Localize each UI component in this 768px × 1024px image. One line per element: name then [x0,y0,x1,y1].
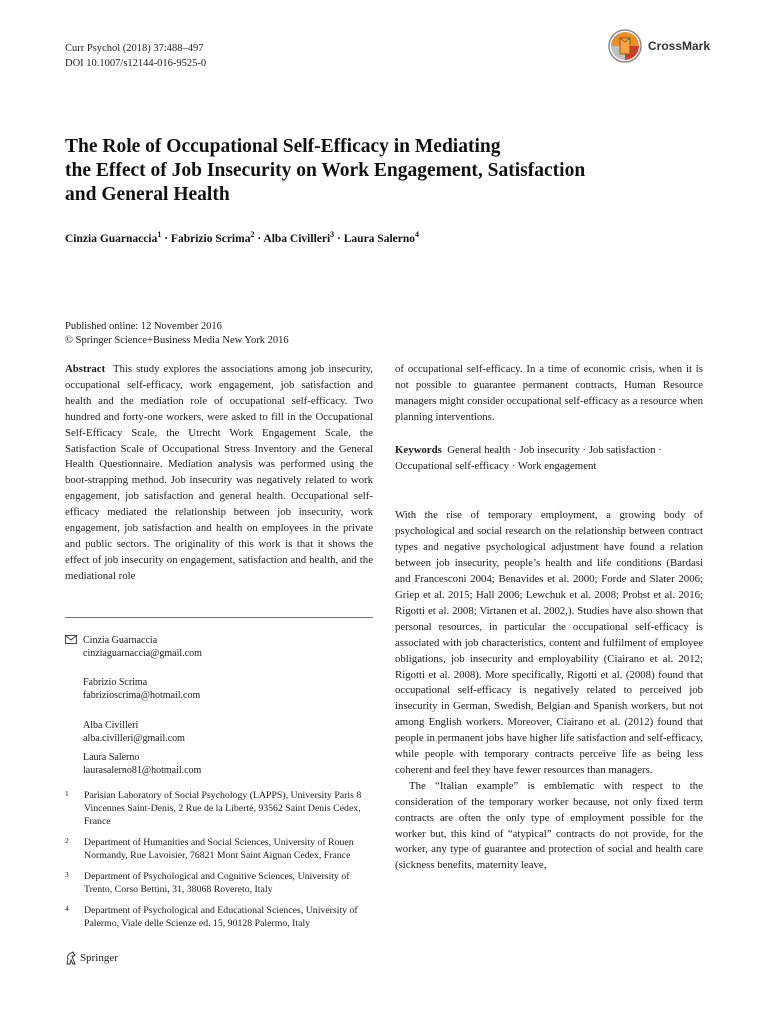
contact-entry [83,676,200,702]
author-separator: · [334,232,344,245]
contact-name: Cinzia Guarnaccia [83,635,158,646]
contact-entry [83,751,201,777]
affiliation-text: Department of Humanities and Social Sciences, University of Rouen Normandy, Rue Lavoisier, 76821 Mont Saint Aignan Cedex, France [84,837,354,861]
keywords-heading: Keywords [395,443,442,456]
publication-info [65,320,289,348]
affiliation-text: Department of Psychological and Cognitive Sciences, University of Trento, Corso Bettini, 31, 38068 Rovereto, Italy [84,871,350,895]
body-paragraph-1: With the rise of temporary employment, a growing body of psychological and social research on the relationship between contract types and negative psychological adjustment have found a relation between job insecurity, people’s health and life conditions (Bardasi and Francesconi 2004; Benavides et al. 2000; Forde and Slater 2006; Griep et al. 2015; Hall 2006; Lewchuk et al. 2008; Probst et al. 2016; Rigotti et al. 2008; Virtanen et al. 2002,). Studies have also shown that personal resources, in particular the occupational self-efficacy is associated with job characteristics, content and fulfilment of employee obligations, job insecurity and employability (Ciairano et al. 2012; Rigotti et al. 2008). More specifically, Rigotti et al. (2008) found that occupational self-efficacy is negatively related to perceived job insecurity in German, Swedish, Belgian and Spanish workers, but not among English workers. Moreover, Ciairano et al. (2012) found that people in permanent jobs have higher life satisfaction and self-efficacy, while people with temporary contracts perceive life as being less coherent and feel they have fewer resources than managers. [395,509,703,776]
contact-entry [83,719,185,745]
author-name[interactable]: Alba Civilleri [263,232,331,245]
affiliation-number: 2 [65,836,69,845]
affiliations [65,789,375,938]
affiliation-text: Department of Psychological and Educational Sciences, University of Palermo, Viale delle Scienze ed. 15, 90128 Palermo, Italy [84,905,358,929]
abstract-heading: Abstract [65,363,106,375]
affiliation-number: 4 [65,904,69,913]
doi-line[interactable]: DOI 10.1007/s12144-016-9525-0 [65,58,207,69]
publisher-logo [65,951,118,965]
footnote-divider [65,617,373,618]
abstract-continuation: of occupational self-efficacy. In a time of economic crisis, when it is not possible to guarantee permanent contracts, Human Resource managers might consider occupational self-efficacy as a resource when planning interventions. [395,363,703,423]
author-list [65,230,419,245]
affiliation-number: 1 [65,789,69,798]
affiliation-text: Parisian Laboratory of Social Psychology (LAPPS), University Paris 8 Vincennes Saint-Denis, 2 Rue de la Liberté, 93562 Saint Denis Cedex, France [84,790,362,827]
contact-email[interactable]: laurasalerno81@hotmail.com [83,765,202,776]
keywords-paragraph [395,443,703,475]
abstract-paragraph [65,362,373,585]
title-line-3: and General Health [65,184,230,205]
affiliation-number: 3 [65,870,69,879]
envelope-icon [65,635,77,644]
contact-email[interactable]: alba.civilleri@gmail.com [83,733,185,744]
author-separator: · [254,232,264,245]
author-name[interactable]: Cinzia Guarnaccia [65,232,158,245]
copyright-line: © Springer Science+Business Media New York 2016 [65,335,289,346]
journal-line: Curr Psychol (2018) 37:488–497 [65,43,204,54]
body-paragraph-2: The “Italian example” is emblematic with respect to the consideration of the temporary worker because, not only fixed term contracts are often the only type of employment possible for the worker but, this kind of “atypical” contracts do not provide, for the worker, any type of guarantee and protection of social and health care (sickness benefits, maternity leave, [395,779,703,872]
author-separator: · [161,232,171,245]
author-affiliation-mark: 4 [415,230,420,239]
contact-name: Alba Civilleri [83,720,139,731]
corresponding-contacts [65,634,373,774]
author-name[interactable]: Laura Salerno [343,232,416,245]
author-name[interactable]: Fabrizio Scrima [170,232,251,245]
affiliation-item [65,836,375,862]
journal-citation [65,41,206,71]
published-date: Published online: 12 November 2016 [65,321,222,332]
author-affiliation-mark: 3 [330,230,335,239]
abstract-text: This study explores the associations among job insecurity, occupational self-efficacy, work engagement, job satisfaction and health and the mediation role of occupational self-efficacy. Two hundred and forty-one workers, were asked to fill in the Occupational Self-Efficacy Scale, the Utrecht Work Engagement Scale, the Satisfaction Scale of Occupational Stress Inventory and the General Health Questionnaire. Mediation analysis was performed using the boot-strapping method. Job insecurity was negatively related to work engagement, job satisfaction and general health. Occupational self-efficacy mediated the relationship between job insecurity, work engagement, job satisfaction and health on employees in the private and public sectors. The originality of this work is that it shows the effect of job insecurity on engagement, satisfaction and health, and the mediational role [65,363,373,582]
contact-email[interactable]: fabrizioscrima@hotmail.com [83,690,201,701]
publisher-name: Springer [80,952,118,964]
keywords-text: General health · Job insecurity · Job satisfaction · Occupational self-efficacy · Work engagement [395,443,662,472]
abstract-column [65,362,373,585]
contact-entry [83,634,202,660]
crossmark-badge[interactable] [608,29,710,63]
crossmark-label: CrossMark [648,39,711,53]
contact-email[interactable]: cinziaguarnaccia@gmail.com [83,648,202,659]
article-title [65,135,705,207]
author-affiliation-mark: 1 [157,230,162,239]
springer-horse-icon [65,951,77,965]
affiliation-item [65,904,375,930]
title-line-2: the Effect of Job Insecurity on Work Engagement, Satisfaction [65,160,586,181]
author-affiliation-mark: 2 [250,230,255,239]
affiliation-item [65,789,375,828]
contact-name: Fabrizio Scrima [83,677,148,688]
crossmark-icon [608,29,642,63]
title-line-1: The Role of Occupational Self-Efficacy in Mediating [65,136,501,157]
affiliation-item [65,870,375,896]
right-column [395,362,703,874]
contact-name: Laura Salerno [83,752,140,763]
